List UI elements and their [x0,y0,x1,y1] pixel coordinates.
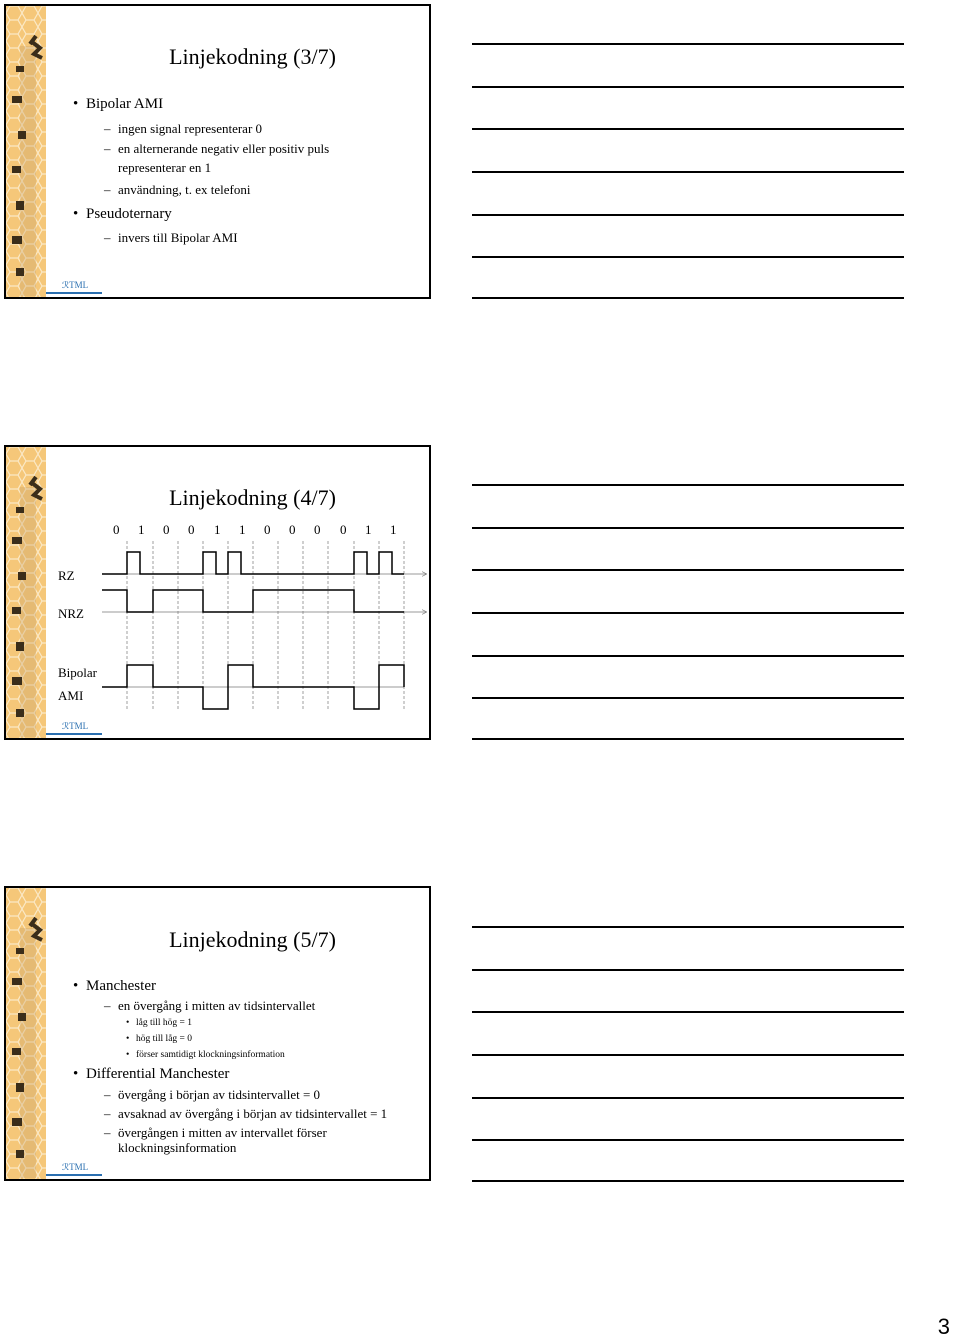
bit-label: 1 [214,522,221,537]
bit-label: 0 [340,522,347,537]
bit-label: 0 [163,522,170,537]
sub-sub-bullet: • förser samtidigt klockningsinformation [136,1049,285,1061]
sub-bullet: – övergången i mitten av intervallet förser [118,1125,327,1141]
signal-label-nrz: NRZ [58,606,84,621]
bit-label: 1 [365,522,372,537]
signal-label-bipolar: Bipolar [58,665,97,680]
waveform-diagram [6,447,431,740]
sub-sub-bullet: • låg till hög = 1 [136,1017,192,1029]
slide-title: Linjekodning (4/7) [169,485,336,510]
sub-bullet-continuation: representerar en 1 [118,160,212,175]
svg-text:ℛTML: ℛTML [62,280,89,290]
slide-3 [4,886,431,1181]
bit-gridlines [127,541,404,709]
honeycomb-sidebar [6,888,46,1179]
nrz-waveform [102,590,404,612]
bullet-bipolar-ami: • Bipolar AMI [86,95,163,113]
slide-2 [4,445,431,740]
sub-bullet: – övergång i början av tidsintervallet = 0 [118,1087,320,1103]
bit-label: 1 [390,522,397,537]
page-number: 3 [937,1314,950,1339]
sub-bullet: – ingen signal representerar 0 [118,121,262,137]
slide-title: Linjekodning (3/7) [169,44,336,69]
signal-label-rz: RZ [58,568,75,583]
bit-label: 0 [314,522,321,537]
slide-title: Linjekodning (5/7) [169,927,336,952]
bit-label: 0 [289,522,296,537]
sub-bullet: – en alternerande negativ eller positiv puls [118,141,329,157]
logo-icon [46,1159,102,1179]
bullet-pseudoternary: • Pseudoternary [86,205,172,223]
sub-bullet: – användning, t. ex telefoni [118,182,251,198]
bullet-manchester: • Manchester [86,977,156,995]
svg-text:ℛTML: ℛTML [62,721,89,731]
slide-1 [4,4,431,299]
sub-sub-bullet: • hög till låg = 0 [136,1033,192,1045]
sub-bullet-continuation: klockningsinformation [118,1140,237,1155]
honeycomb-sidebar [6,6,46,297]
signal-label-ami: AMI [58,688,84,703]
sub-bullet: – avsaknad av övergång i början av tidsintervallet = 1 [118,1106,387,1122]
logo-icon [46,277,102,297]
svg-text:ℛTML: ℛTML [62,1162,89,1172]
sub-bullet: – invers till Bipolar AMI [118,230,238,246]
bit-label: 0 [188,522,195,537]
bullet-differential-manchester: • Differential Manchester [86,1065,229,1083]
sub-bullet: – en övergång i mitten av tidsintervallet [118,998,315,1014]
bit-label: 1 [239,522,246,537]
bit-label: 0 [113,522,120,537]
bit-label: 0 [264,522,271,537]
bit-label: 1 [138,522,145,537]
